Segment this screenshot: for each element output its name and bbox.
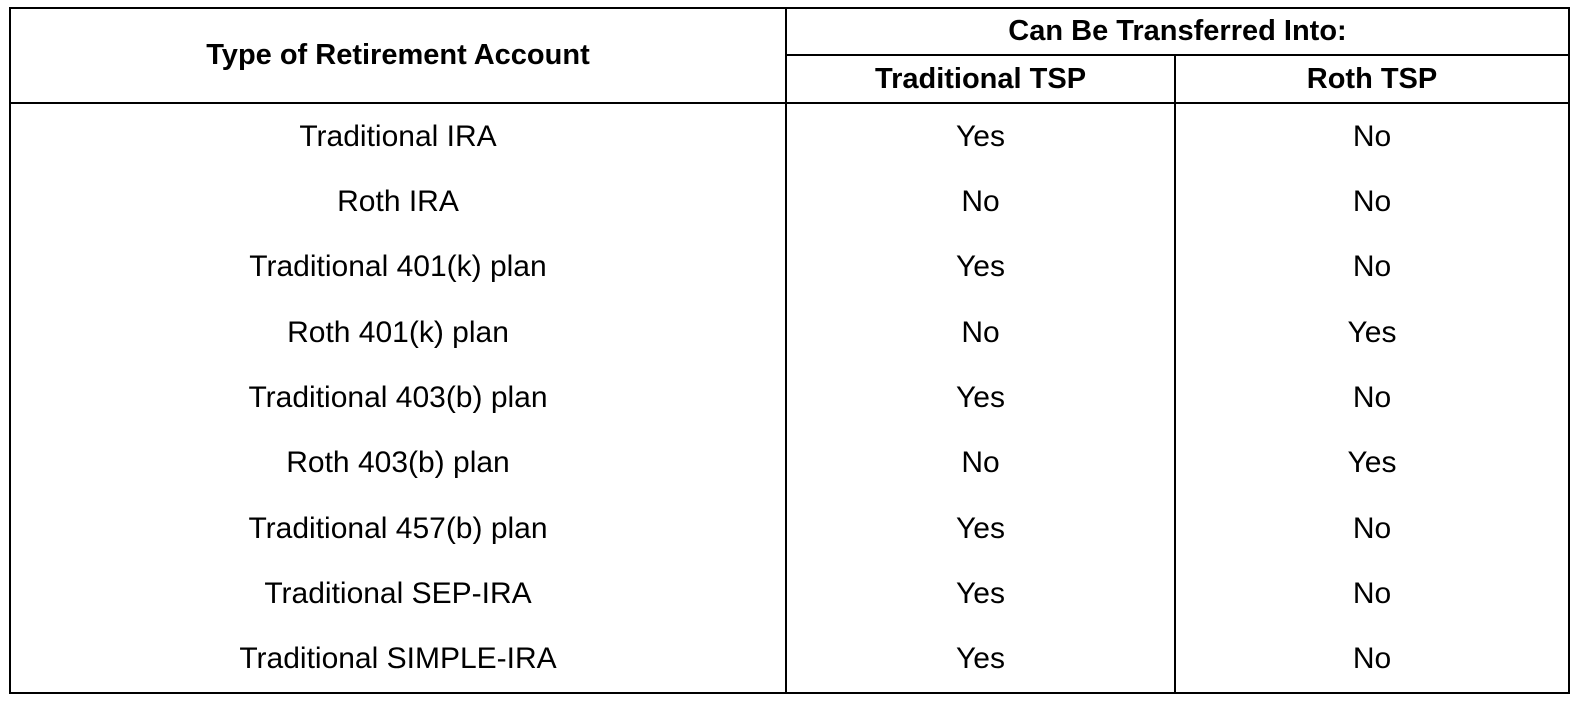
roth-tsp-cell: No: [1352, 642, 1392, 676]
table-row: [11, 103, 1568, 169]
roth-tsp-cell: No: [1352, 119, 1392, 153]
roth-tsp-cell: No: [1352, 250, 1392, 284]
account-type-cell: Roth IRA: [11, 169, 786, 234]
retirement-transfer-table: [9, 7, 1570, 694]
roth-tsp-cell: No: [1352, 511, 1392, 545]
traditional-tsp-cell: Yes: [786, 235, 1175, 300]
transfer-into-header: Can Be Transferred Into:: [786, 9, 1568, 55]
traditional-tsp-cell: No: [786, 431, 1175, 496]
transfer-table: [11, 9, 1568, 692]
account-type-header: Type of Retirement Account: [11, 9, 786, 103]
account-type-cell: Roth 403(b) plan: [11, 431, 786, 496]
table-row: [11, 561, 1568, 626]
traditional-tsp-cell: No: [786, 169, 1175, 234]
roth-tsp-cell: Yes: [1347, 446, 1397, 480]
roth-tsp-cell: Yes: [1347, 315, 1397, 349]
account-type-cell: Traditional IRA: [11, 103, 786, 169]
account-type-cell: Traditional 401(k) plan: [11, 235, 786, 300]
account-type-cell: Roth 401(k) plan: [11, 300, 786, 365]
table-body: [11, 103, 1568, 692]
table-row: [11, 300, 1568, 365]
header-row-group: [11, 9, 1568, 55]
account-type-cell: Traditional SIMPLE-IRA: [11, 627, 786, 692]
traditional-tsp-cell: Yes: [786, 627, 1175, 692]
roth-tsp-cell: No: [1352, 380, 1392, 414]
traditional-tsp-cell: Yes: [786, 103, 1175, 169]
table-header: [11, 9, 1568, 103]
roth-tsp-header: Roth TSP: [1175, 55, 1568, 103]
account-type-cell: Traditional SEP-IRA: [11, 561, 786, 626]
table-row: [11, 365, 1568, 430]
traditional-tsp-header: Traditional TSP: [786, 55, 1175, 103]
table-row: [11, 496, 1568, 561]
traditional-tsp-cell: Yes: [786, 561, 1175, 626]
table-row: [11, 627, 1568, 692]
roth-tsp-cell: No: [1352, 576, 1392, 610]
table-row: [11, 431, 1568, 496]
traditional-tsp-cell: No: [786, 300, 1175, 365]
table-row: [11, 169, 1568, 234]
table-row: [11, 235, 1568, 300]
roth-tsp-cell: No: [1352, 185, 1392, 218]
traditional-tsp-cell: Yes: [786, 496, 1175, 561]
account-type-cell: Traditional 457(b) plan: [11, 496, 786, 561]
traditional-tsp-cell: Yes: [786, 365, 1175, 430]
account-type-cell: Traditional 403(b) plan: [11, 365, 786, 430]
